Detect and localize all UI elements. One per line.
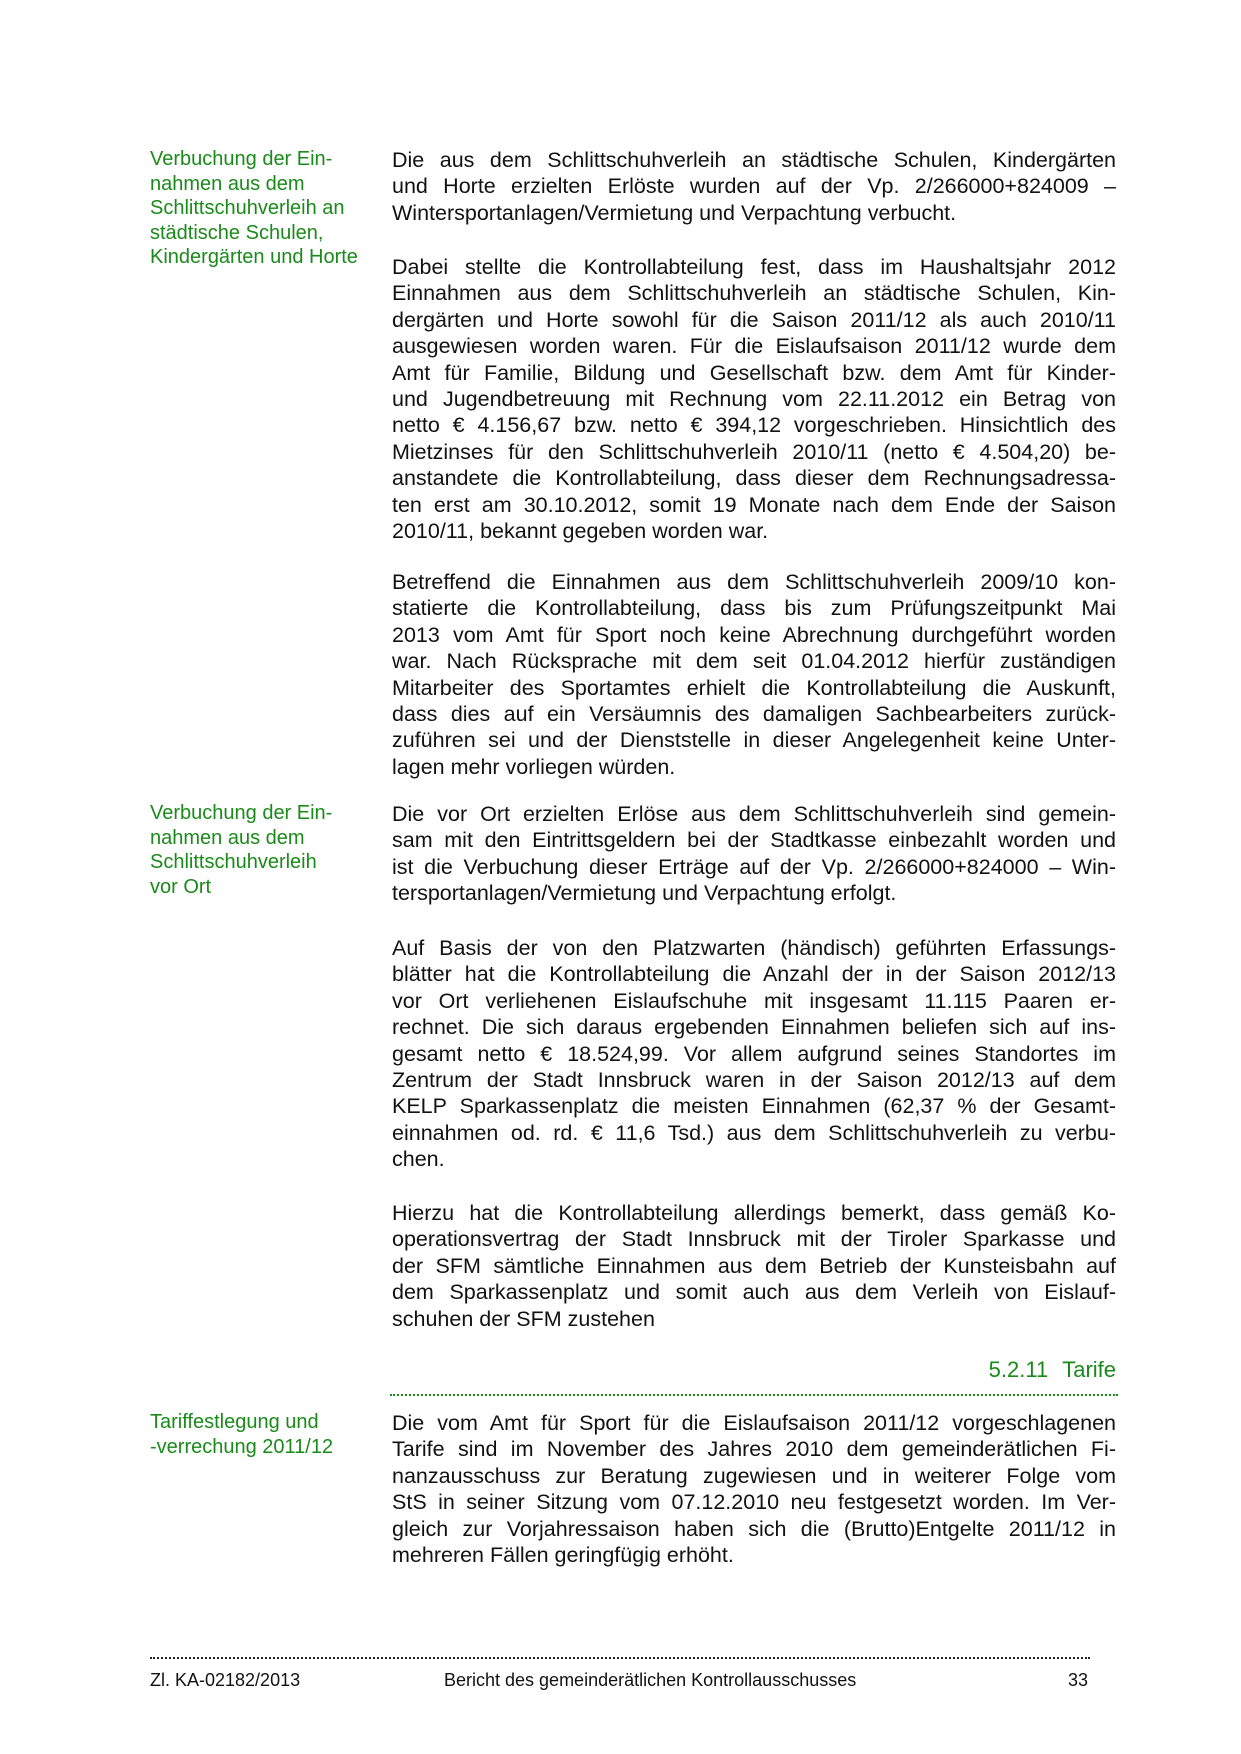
text-line: rechnet. Die sich daraus ergebenden Einnahmen beliefen sich auf ins- — [392, 1015, 1116, 1040]
paragraph-7 — [392, 1410, 1116, 1568]
paragraph-5 — [392, 935, 1116, 1173]
paragraph-2 — [392, 254, 1116, 544]
text-line: Die vom Amt für Sport für die Eislaufsaison 2011/12 vorgeschlagenen — [392, 1411, 1116, 1435]
text-line: dergärten und Horte sowohl für die Saison 2011/12 als auch 2010/11 — [392, 307, 1116, 332]
paragraph-1 — [392, 147, 1116, 226]
text-line: war. Nach Rücksprache mit dem seit 01.04.2012 hierfür zuständigen — [392, 649, 1116, 674]
section-heading — [392, 1357, 1116, 1383]
sidenote-line: städtische Schulen, — [150, 221, 324, 244]
text-line: anstandete die Kontrollabteilung, dass dieser dem Rechnungsadressa- — [392, 466, 1116, 491]
sidenote-2 — [150, 801, 370, 899]
text-line: Auf Basis der von den Platzwarten (händisch) geführten Erfassungs- — [392, 936, 1116, 960]
text-line: der SFM sämtliche Einnahmen aus dem Betrieb der Kunsteisbahn auf — [392, 1253, 1116, 1278]
sidenote-line: Schlittschuhverleih — [150, 851, 317, 873]
footer-divider — [150, 1657, 1090, 1659]
text-line: Die aus dem Schlittschuhverleih an städtische Schulen, Kindergärten — [392, 148, 1116, 172]
text-line: schuhen der SFM zustehen — [392, 1306, 655, 1331]
section-title: Tarife — [1062, 1357, 1116, 1382]
text-line: Zentrum der Stadt Innsbruck waren in der Saison 2012/13 auf dem — [392, 1068, 1116, 1093]
text-line: nanzausschuss zur Beratung zugewiesen und in weiterer Folge vom — [392, 1463, 1116, 1488]
text-line: StS in seiner Sitzung vom 07.12.2010 neu festgesetzt worden. Im Ver- — [392, 1490, 1116, 1515]
text-line: Tarife sind im November des Jahres 2010 dem gemeinderätlichen Fi- — [392, 1437, 1116, 1462]
text-line: sam mit den Eintrittsgeldern bei der Stadtkasse einbezahlt worden und — [392, 828, 1116, 853]
sidenote-1 — [150, 147, 370, 270]
text-line: gesamt netto € 18.524,99. Vor allem aufgrund seines Standortes im — [392, 1041, 1116, 1066]
text-line: Die vor Ort erzielten Erlöse aus dem Schlittschuhverleih sind gemein- — [392, 802, 1116, 826]
sidenote-line: Tariffestlegung und — [150, 1411, 319, 1433]
footer-title: Bericht des gemeinderätlichen Kontrollausschusses — [444, 1670, 857, 1690]
text-line: Hierzu hat die Kontrollabteilung allerdings bemerkt, dass gemäß Ko- — [392, 1201, 1116, 1225]
text-line: tersportanlagen/Vermietung und Verpachtung erfolgt. — [392, 881, 897, 906]
text-line: gleich zur Vorjahressaison haben sich die (Brutto)Entgelte 2011/12 in — [392, 1516, 1116, 1541]
paragraph-6 — [392, 1200, 1116, 1332]
text-line: dass dies auf ein Versäumnis des damaligen Sachbearbeiters zurück- — [392, 702, 1116, 727]
sidenote-line: Schlittschuhverleih an — [150, 197, 345, 219]
text-line: Dabei stellte die Kontrollabteilung fest, dass im Haushaltsjahr 2012 — [392, 255, 1116, 279]
text-line: und Horte erzielten Erlöste wurden auf der Vp. 2/266000+824009 – — [392, 174, 1116, 199]
text-line: Mitarbeiter des Sportamtes erhielt die Kontrollabteilung die Auskunft, — [392, 675, 1116, 700]
footer-reference: Zl. KA-02182/2013 — [150, 1670, 301, 1690]
sidenote-line: nahmen aus dem — [150, 826, 305, 849]
sidenote-line: -verrechung 2011/12 — [150, 1435, 334, 1458]
text-line: und Jugendbetreuung mit Rechnung vom 22.11.2012 ein Betrag von — [392, 387, 1116, 412]
text-line: mehreren Fällen geringfügig erhöht. — [392, 1543, 734, 1568]
text-line: dem Sparkassenplatz und somit auch aus dem Verleih von Eislauf- — [392, 1280, 1116, 1305]
text-line: operationsvertrag der Stadt Innsbruck mit der Tiroler Sparkasse und — [392, 1227, 1116, 1252]
sidenote-line: Kindergärten und Horte — [150, 246, 358, 268]
text-line: KELP Sparkassenplatz die meisten Einnahmen (62,37 % der Gesamt- — [392, 1094, 1116, 1119]
sidenote-line: nahmen aus dem — [150, 172, 305, 195]
text-line: netto € 4.156,67 bzw. netto € 394,12 vorgeschrieben. Hinsichtlich des — [392, 413, 1116, 438]
text-line: chen. — [392, 1147, 445, 1172]
text-line: Wintersportanlagen/Vermietung und Verpachtung verbucht. — [392, 200, 957, 225]
text-line: Einnahmen aus dem Schlittschuhverleih an städtische Schulen, Kin- — [392, 281, 1116, 306]
text-line: einnahmen od. rd. € 11,6 Tsd.) aus dem Schlittschuhverleih zu verbu- — [392, 1120, 1116, 1145]
sidenote-line: Verbuchung der Ein- — [150, 148, 333, 170]
section-number: 5.2.11 — [988, 1357, 1049, 1382]
paragraph-4 — [392, 801, 1116, 907]
text-line: Amt für Familie, Bildung und Gesellschaft bzw. dem Amt für Kinder- — [392, 360, 1116, 385]
text-line: 2010/11, bekannt gegeben worden war. — [392, 519, 769, 544]
section-divider — [390, 1394, 1118, 1396]
sidenote-3 — [150, 1410, 370, 1459]
text-line: blätter hat die Kontrollabteilung die Anzahl der in der Saison 2012/13 — [392, 962, 1116, 987]
page-number: 33 — [1068, 1670, 1089, 1690]
sidenote-line: vor Ort — [150, 875, 212, 898]
sidenote-line: Verbuchung der Ein- — [150, 802, 333, 824]
paragraph-3 — [392, 569, 1116, 780]
text-line: zuführen sei und der Dienststelle in dieser Angelegenheit keine Unter- — [392, 728, 1116, 753]
text-line: Mietzinses für den Schlittschuhverleih 2010/11 (netto € 4.504,20) be- — [392, 439, 1116, 464]
text-line: ausgewiesen worden waren. Für die Eislaufsaison 2011/12 wurde dem — [392, 334, 1116, 359]
text-line: statierte die Kontrollabteilung, dass bis zum Prüfungszeitpunkt Mai — [392, 596, 1116, 621]
text-line: vor Ort verliehenen Eislaufschuhe mit insgesamt 11.115 Paaren er- — [392, 988, 1116, 1013]
text-line: ten erst am 30.10.2012, somit 19 Monate nach dem Ende der Saison — [392, 492, 1116, 517]
text-line: ist die Verbuchung dieser Erträge auf der Vp. 2/266000+824000 – Win- — [392, 854, 1116, 879]
text-line: 2013 vom Amt für Sport noch keine Abrechnung durchgeführt worden — [392, 622, 1116, 647]
text-line: Betreffend die Einnahmen aus dem Schlittschuhverleih 2009/10 kon- — [392, 570, 1116, 594]
text-line: lagen mehr vorliegen würden. — [392, 754, 676, 779]
